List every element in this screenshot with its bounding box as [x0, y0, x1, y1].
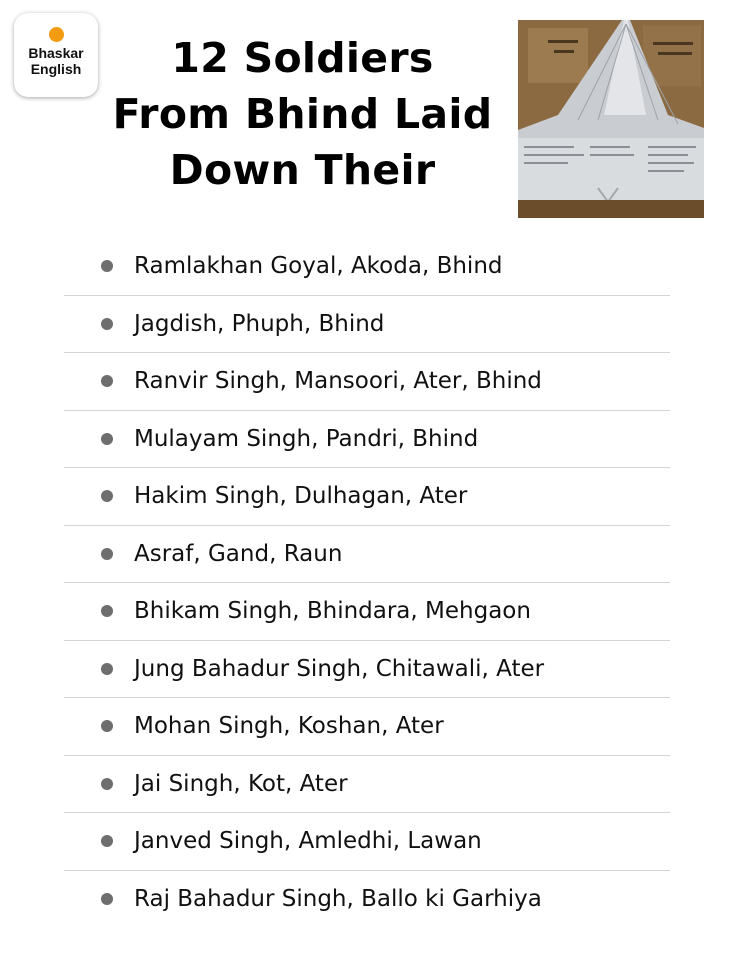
list-item [64, 526, 670, 584]
bullet-icon [101, 490, 113, 502]
bullet-icon [101, 778, 113, 790]
soldier-list [64, 238, 670, 928]
list-item [64, 296, 670, 354]
title-line-3: Down Their [169, 146, 436, 194]
soldier-name: Janved Singh, Amledhi, Lawan [134, 828, 482, 855]
list-item [64, 871, 670, 929]
bullet-icon [101, 893, 113, 905]
title-line-2: From Bhind Laid [112, 90, 493, 138]
bhaskar-english-logo[interactable] [14, 13, 98, 97]
bullet-icon [101, 835, 113, 847]
soldier-name: Ramlakhan Goyal, Akoda, Bhind [134, 253, 503, 280]
list-item [64, 583, 670, 641]
list-item [64, 698, 670, 756]
bullet-icon [101, 720, 113, 732]
soldier-name: Asraf, Gand, Raun [134, 540, 343, 567]
list-item [64, 353, 670, 411]
sun-icon [49, 27, 64, 42]
page-title [100, 30, 505, 198]
soldier-name: Raj Bahadur Singh, Ballo ki Garhiya [134, 886, 542, 913]
list-item [64, 468, 670, 526]
logo-text-line2: English [30, 61, 82, 77]
bullet-icon [101, 605, 113, 617]
bullet-icon [101, 375, 113, 387]
bullet-icon [101, 318, 113, 330]
title-line-1: 12 Soldiers [171, 34, 434, 82]
soldier-name: Mulayam Singh, Pandri, Bhind [134, 425, 479, 452]
bullet-icon [101, 548, 113, 560]
soldier-name: Hakim Singh, Dulhagan, Ater [134, 483, 468, 510]
soldier-name: Ranvir Singh, Mansoori, Ater, Bhind [134, 368, 542, 395]
list-item [64, 756, 670, 814]
list-item [64, 238, 670, 296]
soldier-name: Jung Bahadur Singh, Chitawali, Ater [134, 655, 545, 682]
soldier-name: Bhikam Singh, Bhindara, Mehgaon [134, 598, 531, 625]
soldier-name: Jai Singh, Kot, Ater [134, 770, 348, 797]
bullet-icon [101, 260, 113, 272]
list-item [64, 411, 670, 469]
list-item [64, 813, 670, 871]
bullet-icon [101, 433, 113, 445]
soldier-name: Mohan Singh, Koshan, Ater [134, 713, 444, 740]
logo-text-line1: Bhaskar [28, 45, 84, 61]
memorial-photo [518, 20, 704, 218]
bullet-icon [101, 663, 113, 675]
soldier-name: Jagdish, Phuph, Bhind [134, 310, 385, 337]
list-item [64, 641, 670, 699]
